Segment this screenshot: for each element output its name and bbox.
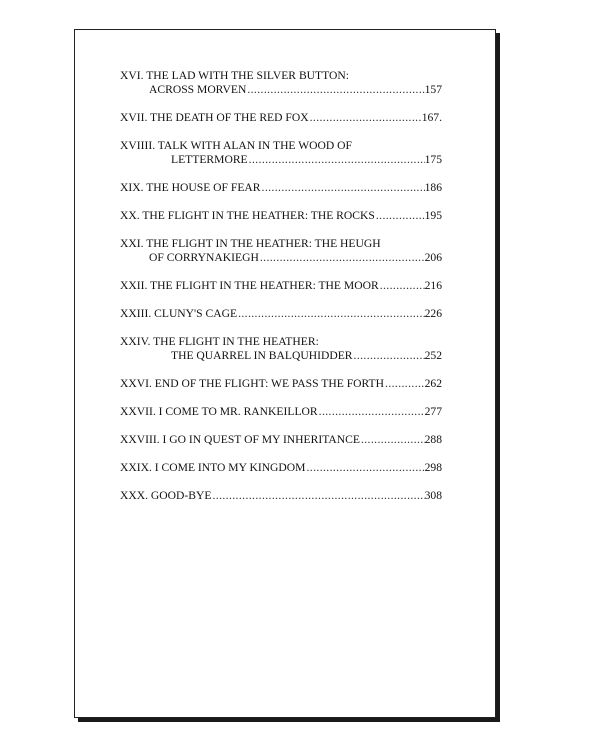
dot-leader — [384, 377, 425, 391]
toc-entry-30 — [120, 489, 442, 503]
toc-title: XXVI. END OF THE FLIGHT: WE PASS THE FORTH — [120, 377, 385, 390]
toc-page-number: 288 — [424, 433, 442, 446]
toc-title-line: XVIIII. TALK WITH ALAN IN THE WOOD OF — [120, 139, 352, 152]
toc-entry-16 — [120, 69, 442, 97]
dot-leader — [211, 489, 424, 503]
dot-leader — [248, 153, 425, 167]
toc-entry-21 — [120, 237, 442, 265]
dot-leader — [261, 181, 425, 195]
toc-title-continued: LETTERMORE — [171, 153, 248, 166]
dot-leader — [309, 111, 422, 125]
toc-title: XVII. THE DEATH OF THE RED FOX — [120, 111, 309, 124]
toc-title: XX. THE FLIGHT IN THE HEATHER: THE ROCKS — [120, 209, 375, 222]
toc-page-number: 252 — [424, 349, 442, 362]
toc-title: XIX. THE HOUSE OF FEAR — [120, 181, 261, 194]
dot-leader — [353, 349, 425, 363]
toc-entry-22 — [120, 279, 442, 293]
toc-title-line: XXI. THE FLIGHT IN THE HEATHER: THE HEUGH — [120, 237, 381, 250]
toc-title: XXIII. CLUNY'S CAGE — [120, 307, 238, 320]
toc-title: XXIX. I COME INTO MY KINGDOM — [120, 461, 306, 474]
toc-page-number: 308 — [424, 489, 442, 502]
toc-entry-27 — [120, 405, 442, 419]
table-of-contents — [120, 69, 442, 517]
toc-page-number: 175 — [424, 153, 442, 166]
toc-entry-23 — [120, 307, 442, 321]
toc-entry-29 — [120, 461, 442, 475]
toc-page-number: 277 — [424, 405, 442, 418]
toc-entry-19 — [120, 181, 442, 195]
toc-page-number: 216 — [424, 279, 442, 292]
toc-entry-20 — [120, 209, 442, 223]
toc-entry-17 — [120, 111, 442, 125]
toc-title: XXX. GOOD-BYE — [120, 489, 212, 502]
toc-page-number: 206 — [424, 251, 442, 264]
toc-entry-26 — [120, 377, 442, 391]
dot-leader — [360, 433, 425, 447]
dot-leader — [237, 307, 425, 321]
toc-title-continued: THE QUARREL IN BALQUHIDDER — [171, 349, 353, 362]
toc-page-number: 226 — [424, 307, 442, 320]
dot-leader — [259, 251, 425, 265]
toc-entry-18 — [120, 139, 442, 167]
toc-title-line: XVI. THE LAD WITH THE SILVER BUTTON: — [120, 69, 349, 82]
toc-title-line: XXIV. THE FLIGHT IN THE HEATHER: — [120, 335, 319, 348]
toc-title-continued: OF CORRYNAKIEGH — [149, 251, 259, 264]
dot-leader — [379, 279, 425, 293]
toc-page-number: 157 — [424, 83, 442, 96]
toc-title: XXII. THE FLIGHT IN THE HEATHER: THE MOOR — [120, 279, 379, 292]
toc-title: XXVIII. I GO IN QUEST OF MY INHERITANCE — [120, 433, 360, 446]
toc-title-continued: ACROSS MORVEN — [149, 83, 247, 96]
toc-page-number: 262 — [424, 377, 442, 390]
toc-entry-28 — [120, 433, 442, 447]
toc-page-number: 167. — [421, 111, 442, 124]
toc-entry-24 — [120, 335, 442, 363]
toc-page-number: 186 — [424, 181, 442, 194]
dot-leader — [246, 83, 424, 97]
toc-page-number: 298 — [424, 461, 442, 474]
dot-leader — [306, 461, 425, 475]
toc-title: XXVII. I COME TO MR. RANKEILLOR — [120, 405, 318, 418]
toc-page-number: 195 — [424, 209, 442, 222]
dot-leader — [375, 209, 425, 223]
dot-leader — [318, 405, 425, 419]
